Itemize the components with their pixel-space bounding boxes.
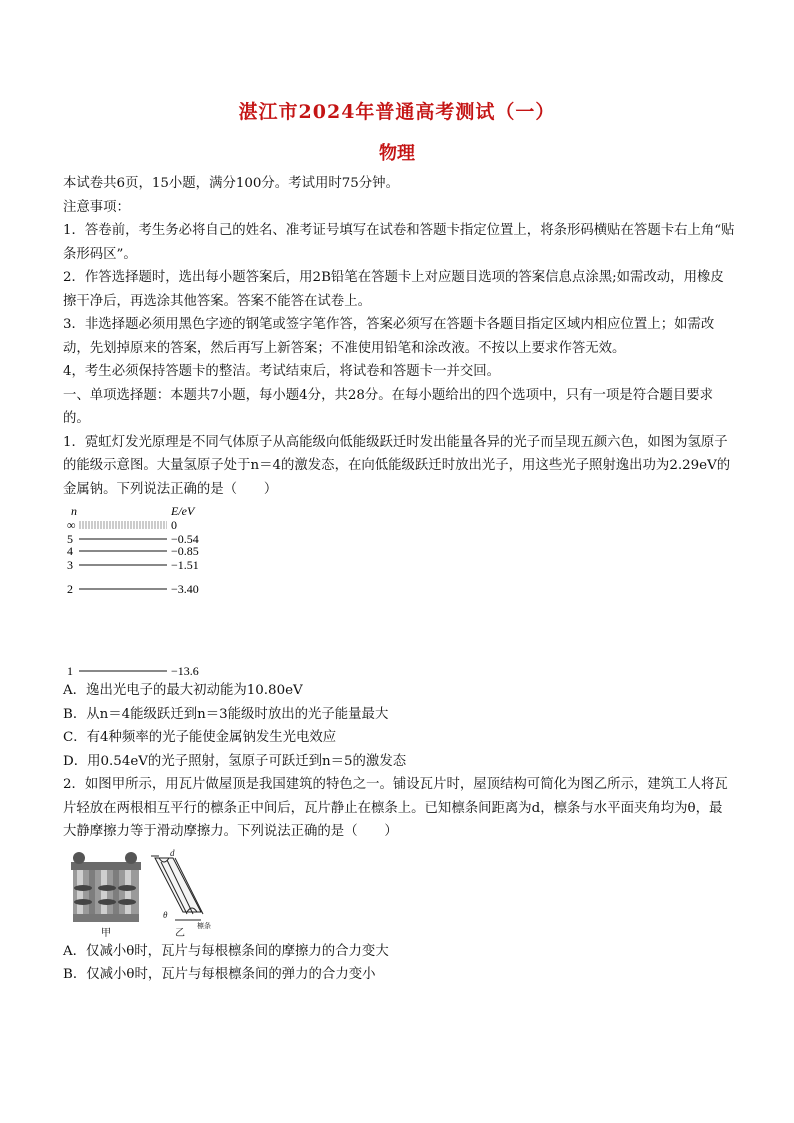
level-energy-label: −13.6 [171,664,199,678]
level-n-label: 4 [67,544,73,558]
level-energy-label: −1.51 [171,558,199,572]
notice-item: 1．答卷前，考生务必将自己的姓名、准考证号填写在试卷和答题卡指定位置上，将条形码横贴在答题卡右上角“贴条形码区”。 [63,223,735,262]
question-2-stem: 2．如图甲所示，用瓦片做屋顶是我国建筑的特色之一。铺设瓦片时，屋顶结构可简化为图乙所示，建筑工人将瓦片轻放在两根相互平行的檩条正中间后，瓦片静止在檩条上。已知檩条间距离为d，檩条与水平面夹角均为θ，最大静摩擦力等于滑动摩擦力。下列说法正确的是（ ） [63,777,728,839]
q1-option-b: B．从n＝4能级跃迁到n＝3能级时放出的光子能量最大 [63,706,389,722]
exam-body [63,172,735,987]
level-energy-label: −3.40 [171,582,199,596]
q1-option-c: C．有4种频率的光子能使金属钠发生光电效应 [63,730,337,745]
exam-title: 湛江市2024年普通高考测试（一） [238,101,556,123]
level-energy-label: −0.85 [171,544,199,558]
figure-label-yi: 乙 [175,927,185,939]
section-heading: 一、单项选择题：本题共7小题，每小题4分，共28分。在每小题给出的四个选项中，只有一项是符合题目要求的。 [63,387,714,426]
roof-figure-svg [63,848,263,940]
exam-subject: 物理 [379,143,415,164]
notice-item: 2．作答选择题时，选出每小题答案后，用2B铅笔在答题卡上对应题目选项的答案信息点涂黑;如需改动，用橡皮擦干净后，再选涂其他答案。答案不能答在试卷上。 [63,270,724,309]
level-n-label: 2 [67,582,73,596]
q2-option-b: B．仅减小θ时，瓦片与每根檩条间的弹力的合力变小 [63,967,376,982]
n-axis-label: n [71,504,77,518]
notice-item: 4，考生必须保持答题卡的整洁。考试结束后，将试卷和答题卡一并交回。 [63,364,501,379]
angle-label-theta: θ [163,909,168,920]
figure-label-jia: 甲 [101,927,111,939]
intro-text: 本试卷共6页，15小题，满分100分。考试用时75分钟。 [63,176,399,191]
q1-option-a: A．逸出光电子的最大初动能为10.80eV [63,683,303,698]
level-n-label: ∞ [67,518,76,532]
level-energy-label: −0.54 [171,532,199,546]
roof-figure [63,848,735,940]
notice-item: 3．非选择题必须用黑色字迹的钢笔或签字笔作答，答案必须写在答题卡各题目指定区域内相应位置上；如需改动，先划掉原来的答案，然后再写上新答案；不准使用铅笔和涂改液。不按以上要求作答无效。 [63,317,715,356]
level-group [67,518,199,678]
level-n-label: 3 [67,558,73,572]
notice-heading: 注意事项： [63,199,130,215]
level-energy-label: 0 [171,518,177,532]
level-n-label: 5 [67,532,73,546]
q1-option-d: D．用0.54eV的光子照射，氢原子可跃迁到n＝5的激发态 [63,753,407,769]
q2-option-a: A．仅减小θ时，瓦片与每根檩条间的摩擦力的合力变大 [63,943,389,959]
roof-diagram-yi [151,848,211,939]
energy-level-diagram [63,501,735,679]
energy-level-svg [63,501,735,679]
roof-photo-jia [71,852,141,939]
spacing-label-d: d [170,847,175,858]
energy-axis-label: E/eV [171,504,195,518]
figure-label-purlin: 檩条 [197,921,211,930]
question-1-stem: 1．霓虹灯发光原理是不同气体原子从高能级向低能级跃迁时发出能量各异的光子而呈现五颜六色，如图为氢原子的能级示意图。大量氢原子处于n＝4的激发态，在向低能级跃迁时放出光子，用这些光子照射逸出功为2.29eV的金属钠。下列说法正确的是（ ） [63,434,731,497]
level-n-label: 1 [67,664,73,678]
